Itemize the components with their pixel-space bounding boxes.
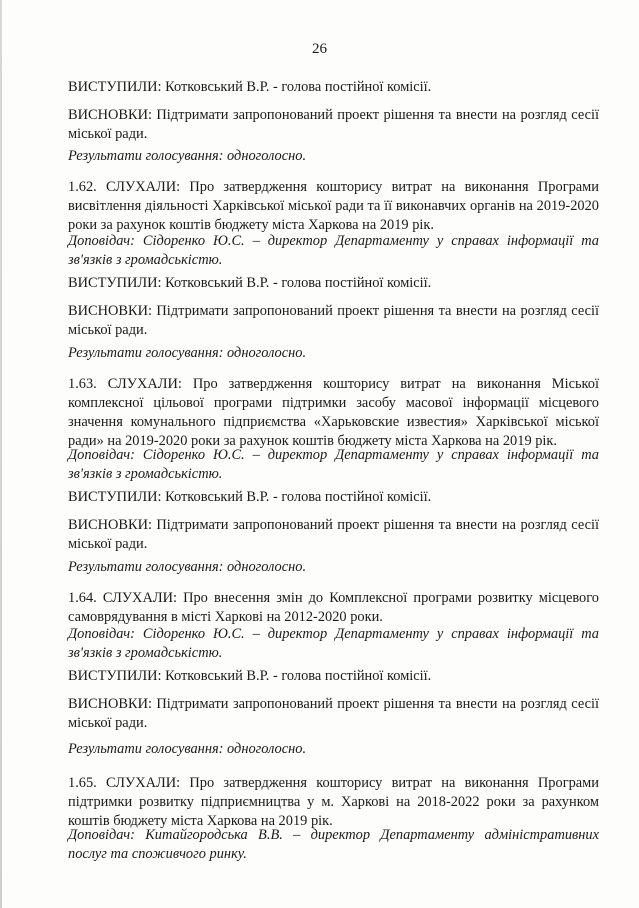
- conclusions-paragraph: ВИСНОВКИ: Підтримати запропонований проект рішення та внести на розгляд сесії міської ради.: [68, 303, 599, 338]
- voting-result: Результати голосування: одноголосно.: [68, 741, 307, 757]
- conclusions-paragraph: ВИСНОВКИ: Підтримати запропонований проект рішення та внести на розгляд сесії міської ради.: [68, 107, 599, 142]
- reporter-paragraph: Доповідач: Сідоренко Ю.С. – директор Департаменту у справах інформації та зв'язків з громадськістю.: [68, 447, 599, 482]
- heard-paragraph-1-63: 1.63. СЛУХАЛИ: Про затвердження кошторису витрат на виконання Міської комплексної цільової програми підтримки засобу масової інформації місцевого значення комунального підприємства «Харьковские известия» Харківської міської ради» на 2019-2020 роки за рахунок коштів бюджету міста Харкова на 2019 рік.: [68, 376, 599, 449]
- heard-paragraph-1-64: 1.64. СЛУХАЛИ: Про внесення змін до Комплексної програми розвитку місцевого самоврядування в місті Харкові на 2012-2020 роки.: [68, 590, 599, 625]
- reporter-paragraph: Доповідач: Китайгородська В.В. – директор Департаменту адміністративних послуг та споживчого ринку.: [68, 827, 599, 862]
- conclusions-paragraph: ВИСНОВКИ: Підтримати запропонований проект рішення та внести на розгляд сесії міської ради.: [68, 517, 599, 552]
- voting-result: Результати голосування: одноголосно.: [68, 559, 307, 575]
- reporter-paragraph: Доповідач: Сідоренко Ю.С. – директор Департаменту у справах інформації та зв'язків з громадськістю.: [68, 626, 599, 661]
- heard-paragraph-1-65: 1.65. СЛУХАЛИ: Про затвердження кошторису витрат на виконання Програми підтримки розвитку підприємництва у м. Харкові на 2018-2022 роки за рахунком коштів бюджету міста Харкова на 2019 рік.: [68, 775, 599, 829]
- page-number: 26: [312, 41, 327, 57]
- page-edge: [0, 0, 2, 908]
- speakers-paragraph: ВИСТУПИЛИ: Котковський В.Р. - голова постійної комісії.: [68, 668, 432, 684]
- reporter-paragraph: Доповідач: Сідоренко Ю.С. – директор Департаменту у справах інформації та зв'язків з громадськістю.: [68, 233, 599, 268]
- speakers-paragraph: ВИСТУПИЛИ: Котковський В.Р. - голова постійної комісії.: [68, 275, 432, 291]
- heard-paragraph-1-62: 1.62. СЛУХАЛИ: Про затвердження кошторису витрат на виконання Програми висвітлення діяльності Харківської міської ради та її виконавчих органів на 2019-2020 роки за рахунок коштів бюджету міста Харкова на 2019 рік.: [68, 179, 599, 233]
- speakers-paragraph: ВИСТУПИЛИ: Котковський В.Р. - голова постійної комісії.: [68, 79, 432, 95]
- speakers-paragraph: ВИСТУПИЛИ: Котковський В.Р. - голова постійної комісії.: [68, 489, 432, 505]
- voting-result: Результати голосування: одноголосно.: [68, 148, 307, 164]
- voting-result: Результати голосування: одноголосно.: [68, 345, 307, 361]
- conclusions-paragraph: ВИСНОВКИ: Підтримати запропонований проект рішення та внести на розгляд сесії міської ради.: [68, 696, 599, 731]
